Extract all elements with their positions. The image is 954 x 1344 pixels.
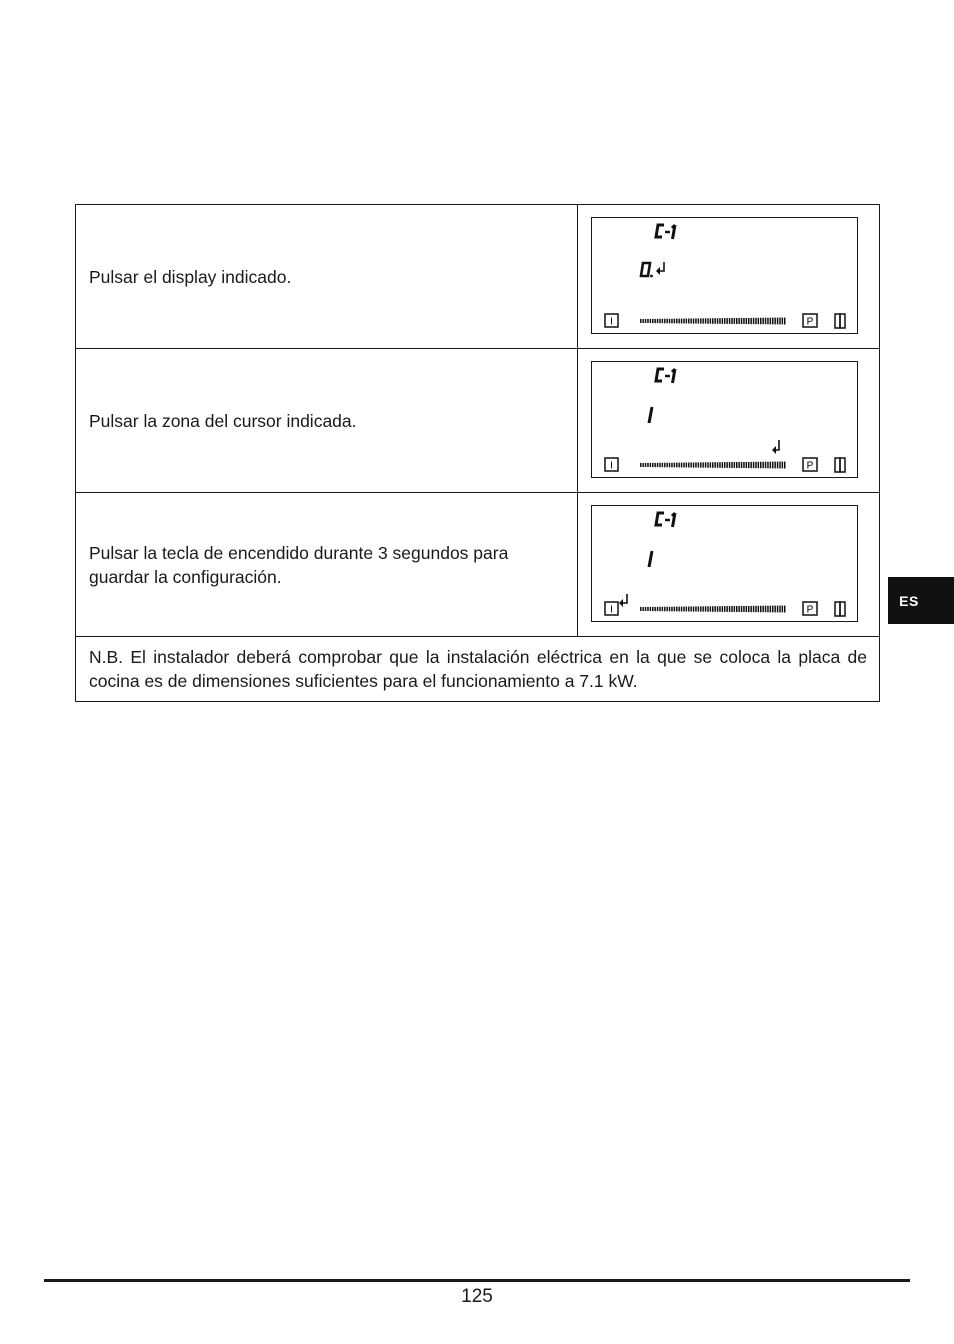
slider-segment [669, 607, 671, 612]
slider-segment [693, 319, 695, 324]
instructions-table [75, 204, 880, 702]
control-panel-figure [591, 505, 858, 622]
slider-segment [731, 606, 733, 612]
slider-segment [712, 606, 714, 612]
pause-key-label: P [806, 460, 814, 472]
slider-segment [734, 318, 736, 324]
slider-segment [700, 606, 702, 611]
slider-segment [750, 462, 752, 468]
step-1-figure [578, 205, 880, 349]
slider-segment [736, 606, 738, 612]
slider-segment [746, 318, 748, 324]
slider-segment [681, 607, 683, 612]
slider-segment [784, 606, 786, 613]
slider-segment [738, 606, 740, 612]
slider-segment [707, 318, 709, 323]
slider-segment [712, 318, 714, 324]
slider-segment [666, 463, 668, 468]
slider-segment [657, 319, 659, 323]
power-key-label: I [610, 604, 613, 616]
pause-key-label: P [806, 604, 814, 616]
code-display-c1 [656, 513, 675, 527]
slider-segment [741, 606, 743, 612]
slider-segment [698, 318, 700, 323]
slider-segment [654, 319, 656, 323]
slider-segment [755, 606, 757, 612]
slider-segment [731, 462, 733, 468]
slider-segment [724, 318, 726, 324]
slider-segment [647, 319, 649, 323]
slider-segment [674, 607, 676, 612]
slider-segment [784, 318, 786, 325]
slider-bar [640, 318, 786, 325]
installer-note: N.B. El instalador deberá comprobar que la instalación eléctrica en la que se coloca la placa de cocina es de dimensiones suficientes para el funcionamiento a 7.1 kW. [76, 637, 880, 702]
slider-segment [688, 607, 690, 612]
slider-segment [640, 607, 642, 611]
pointer-arrow-icon [656, 262, 664, 275]
slider-segment [695, 606, 697, 611]
slider-segment [722, 462, 724, 468]
slider-segment [779, 318, 781, 325]
slider-segment [690, 319, 692, 324]
power-key-label: I [610, 316, 613, 328]
slider-segment [671, 607, 673, 612]
slider-segment [642, 607, 644, 611]
slider-segment [774, 462, 776, 469]
slider-segment [647, 607, 649, 611]
slider-segment [686, 607, 688, 612]
slider-segment [760, 462, 762, 469]
slider-segment [700, 462, 702, 467]
power-key-icon [605, 602, 618, 616]
pause-key-icon [803, 314, 817, 328]
slider-segment [753, 462, 755, 468]
slider-segment [726, 318, 728, 324]
slider-segment [698, 462, 700, 467]
slider-segment [760, 318, 762, 325]
slider-segment [686, 319, 688, 324]
slider-segment [777, 606, 779, 613]
slider-segment [647, 463, 649, 467]
step-3-text: Pulsar la tecla de encendido durante 3 segundos para guardar la configuración. [76, 493, 578, 637]
slider-segment [767, 462, 769, 469]
note-row [76, 637, 880, 702]
slider-segment [762, 462, 764, 469]
slider-segment [640, 319, 642, 323]
slider-segment [765, 606, 767, 613]
slider-segment [690, 463, 692, 468]
slider-segment [717, 462, 719, 468]
slider-segment [710, 462, 712, 467]
slider-segment [657, 463, 659, 467]
slider-segment [772, 462, 774, 469]
slider-segment [662, 319, 664, 323]
slider-segment [762, 318, 764, 325]
slider-segment [734, 462, 736, 468]
slider-segment [702, 318, 704, 323]
slider-segment [772, 606, 774, 613]
slider-segment [719, 318, 721, 324]
slider-segment [650, 607, 652, 611]
zone-selector-icon [835, 602, 845, 616]
slider-segment [705, 462, 707, 467]
slider-segment [758, 318, 760, 324]
slider-segment [640, 463, 642, 467]
pause-key-icon [803, 458, 817, 472]
slider-segment [719, 606, 721, 612]
slider-segment [654, 463, 656, 467]
slider-segment [767, 318, 769, 325]
slider-segment [760, 606, 762, 613]
slider-segment [676, 319, 678, 324]
control-panel-figure [591, 217, 858, 334]
slider-segment [714, 462, 716, 468]
slider-segment [686, 463, 688, 468]
slider-segment [726, 606, 728, 612]
slider-segment [671, 463, 673, 468]
slider-segment [741, 462, 743, 468]
slider-segment [750, 318, 752, 324]
zone-selector-icon [835, 314, 845, 328]
step-row-3 [76, 493, 880, 637]
slider-segment [774, 606, 776, 613]
slider-segment [659, 319, 661, 323]
slider-segment [666, 607, 668, 612]
slider-segment [748, 462, 750, 468]
slider-segment [664, 607, 666, 612]
slider-segment [645, 607, 647, 611]
slider-segment [681, 463, 683, 468]
slider-bar [640, 462, 786, 469]
slider-segment [664, 319, 666, 324]
slider-segment [688, 463, 690, 468]
zone-selector-icon [835, 458, 845, 472]
slider-segment [674, 463, 676, 468]
code-display-c1 [656, 225, 675, 239]
slider-segment [738, 462, 740, 468]
slider-segment [654, 607, 656, 611]
value-display-0 [641, 263, 653, 277]
slider-segment [719, 462, 721, 468]
slider-segment [702, 606, 704, 611]
slider-segment [782, 318, 784, 325]
slider-segment [731, 318, 733, 324]
step-row-1 [76, 205, 880, 349]
slider-segment [676, 463, 678, 468]
slider-segment [784, 462, 786, 469]
slider-segment [666, 319, 668, 324]
slider-segment [736, 462, 738, 468]
pause-key-label: P [806, 316, 814, 328]
slider-segment [748, 606, 750, 612]
slider-segment [767, 606, 769, 613]
language-tab: ES [888, 577, 954, 624]
slider-segment [777, 318, 779, 325]
slider-segment [743, 606, 745, 612]
power-key-label: I [610, 460, 613, 472]
slider-segment [676, 607, 678, 612]
slider-segment [669, 463, 671, 468]
slider-segment [753, 318, 755, 324]
slider-segment [681, 319, 683, 324]
slider-segment [729, 606, 731, 612]
page-number: 125 [461, 1286, 493, 1307]
slider-segment [724, 606, 726, 612]
slider-segment [650, 463, 652, 467]
slider-segment [671, 319, 673, 324]
slider-segment [710, 606, 712, 611]
step-2-text: Pulsar la zona del cursor indicada. [76, 349, 578, 493]
footer-rule [44, 1279, 910, 1282]
slider-segment [688, 319, 690, 324]
slider-segment [774, 318, 776, 325]
step-2-figure [578, 349, 880, 493]
slider-segment [662, 463, 664, 467]
slider-segment [758, 462, 760, 468]
slider-segment [652, 319, 654, 323]
slider-segment [652, 463, 654, 467]
slider-segment [772, 318, 774, 325]
slider-segment [705, 318, 707, 323]
slider-segment [755, 318, 757, 324]
slider-segment [714, 606, 716, 612]
slider-segment [645, 319, 647, 323]
slider-segment [702, 462, 704, 467]
slider-segment [674, 319, 676, 324]
slider-segment [683, 607, 685, 612]
slider-segment [645, 463, 647, 467]
slider-segment [741, 318, 743, 324]
slider-segment [782, 606, 784, 613]
slider-segment [669, 319, 671, 324]
slider-segment [753, 606, 755, 612]
slider-segment [779, 462, 781, 469]
step-3-figure [578, 493, 880, 637]
slider-segment [642, 319, 644, 323]
slider-segment [705, 606, 707, 611]
pause-key-icon [803, 602, 817, 616]
slider-segment [722, 606, 724, 612]
power-key-icon [605, 458, 618, 472]
power-key-icon [605, 314, 618, 328]
slider-segment [743, 462, 745, 468]
slider-segment [712, 462, 714, 468]
slider-segment [762, 606, 764, 613]
pointer-arrow-icon [772, 440, 779, 454]
slider-segment [678, 319, 680, 324]
value-display-1 [649, 551, 652, 567]
slider-segment [695, 318, 697, 323]
slider-segment [750, 606, 752, 612]
slider-segment [765, 462, 767, 469]
slider-segment [717, 606, 719, 612]
slider-segment [782, 462, 784, 469]
slider-segment [736, 318, 738, 324]
slider-segment [707, 606, 709, 611]
slider-segment [707, 462, 709, 467]
slider-segment [695, 462, 697, 467]
step-row-2 [76, 349, 880, 493]
slider-segment [659, 463, 661, 467]
slider-segment [662, 607, 664, 611]
slider-segment [642, 463, 644, 467]
slider-segment [743, 318, 745, 324]
slider-segment [693, 463, 695, 468]
slider-segment [748, 318, 750, 324]
slider-segment [693, 607, 695, 612]
slider-segment [664, 463, 666, 468]
slider-segment [657, 607, 659, 611]
slider-segment [717, 318, 719, 324]
code-display-c1 [656, 369, 675, 383]
slider-segment [714, 318, 716, 324]
slider-segment [729, 318, 731, 324]
slider-segment [746, 462, 748, 468]
slider-segment [765, 318, 767, 325]
slider-segment [683, 319, 685, 324]
slider-bar [640, 606, 786, 613]
slider-segment [650, 319, 652, 323]
slider-segment [770, 462, 772, 469]
slider-segment [710, 318, 712, 323]
slider-segment [722, 318, 724, 324]
slider-segment [770, 318, 772, 325]
slider-segment [652, 607, 654, 611]
slider-segment [738, 318, 740, 324]
slider-segment [746, 606, 748, 612]
step-1-text: Pulsar el display indicado. [76, 205, 578, 349]
slider-segment [724, 462, 726, 468]
slider-segment [758, 606, 760, 612]
control-panel-figure [591, 361, 858, 478]
pointer-arrow-icon [619, 594, 627, 607]
slider-segment [659, 607, 661, 611]
slider-segment [779, 606, 781, 613]
slider-segment [700, 318, 702, 323]
slider-segment [690, 607, 692, 612]
slider-segment [734, 606, 736, 612]
slider-segment [755, 462, 757, 468]
slider-segment [683, 463, 685, 468]
slider-segment [777, 462, 779, 469]
value-display-1 [649, 407, 652, 423]
slider-segment [770, 606, 772, 613]
slider-segment [678, 463, 680, 468]
slider-segment [678, 607, 680, 612]
slider-segment [698, 606, 700, 611]
slider-segment [729, 462, 731, 468]
slider-segment [726, 462, 728, 468]
